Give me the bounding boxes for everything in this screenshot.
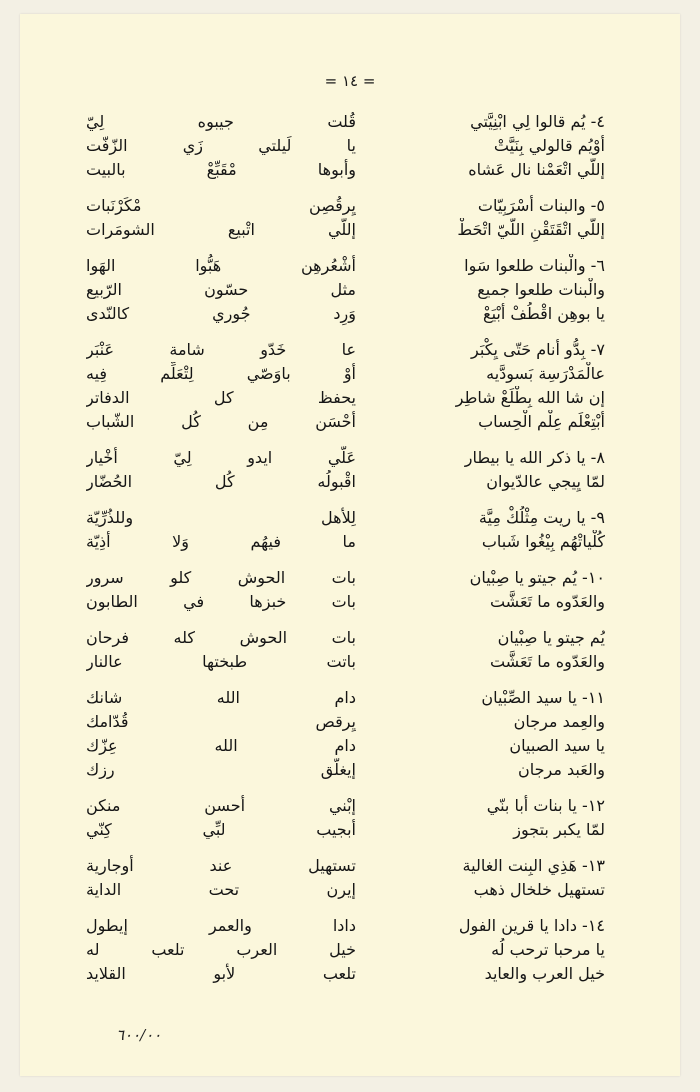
- verse-line: يا مرحبا ترحب لُه: [491, 940, 605, 959]
- verse-line: باتت طبختها عالنار: [86, 652, 356, 671]
- stanza: [86, 566, 356, 614]
- verse-line: أبجيب لبِّي كِنّي: [86, 820, 356, 839]
- verse-line: إللّي اتْعَمْنا نال عَشاه: [468, 160, 605, 179]
- stanza: [365, 686, 605, 782]
- document-page: [20, 14, 680, 1076]
- verse-line: يحفظ كل الدفاتر: [86, 388, 356, 407]
- stanza: [86, 854, 356, 902]
- verse-line: وَرِد جُوري كالنّدى: [86, 304, 356, 323]
- verse-line: يا بوهِن اقْطُفْ أبْيَعْ: [483, 304, 605, 323]
- verse-line: دام الله شانك: [86, 688, 356, 707]
- handwritten-signature: ٦٠٠/٠٠: [116, 1026, 162, 1044]
- stanza: [365, 194, 605, 242]
- stanza: [86, 338, 356, 434]
- stanza: [365, 914, 605, 986]
- verse-line: والْبنات طلعوا جميع: [477, 280, 605, 299]
- stanza: [365, 854, 605, 902]
- stanza: [365, 110, 605, 182]
- verse-line: إللّي اتْقَتَقْنِ اللّيّ اتْحَطْ: [457, 220, 605, 239]
- verse-line: لِلأهل وللذُرِّيّة: [86, 508, 356, 527]
- stanza: [365, 566, 605, 614]
- verse-line: لمّا يِيجي عالدّيوان: [486, 472, 605, 491]
- verse-line: ٩- يا ريت مِثْلُكْ مِيَّة: [478, 508, 605, 527]
- stanza: [86, 446, 356, 494]
- verse-line: دام الله عِزّك: [86, 736, 356, 755]
- verse-line: ٨- يا ذكر الله يا بيطار: [464, 448, 605, 467]
- verse-line: يِرقُصِن مْكَرْنَبات: [86, 196, 356, 215]
- verse-line: بات خبزها في الطابون: [86, 592, 356, 611]
- verse-line: خيل العرب والعايد: [484, 964, 605, 983]
- verse-line: والعَدّوه ما تَعَشَّت: [489, 592, 605, 611]
- verse-line: والعِمد مرجان: [513, 712, 605, 731]
- verse-line: تلعب لأبو القلايد: [86, 964, 356, 983]
- verse-line: إيغلّق رزك: [86, 760, 356, 779]
- stanza: [86, 794, 356, 842]
- verse-line: ١٣- هَذِي البِنت الغالية: [462, 856, 605, 875]
- verse-line: وأبوها مْقَبِّعْ بالبيت: [86, 160, 356, 179]
- verse-line: عالْمَدْرَسِة بَسودَّيه: [486, 364, 605, 383]
- stanza: [86, 914, 356, 986]
- verse-line: ١٠- يُم جيتو يا صِبْيان: [469, 568, 605, 587]
- verse-line: لمّا يكبر بتجوز: [513, 820, 605, 839]
- verse-line: خيل العرب تلعب له: [86, 940, 356, 959]
- stanza: [86, 254, 356, 326]
- verse-line: إن شا الله بِطْلَعْ شاطِر: [455, 388, 605, 407]
- page-number: = ١٤ =: [324, 72, 376, 90]
- stanza: [365, 626, 605, 674]
- verse-line: والعَبد مرجان: [518, 760, 605, 779]
- verse-line: إبْني أحسن منكن: [86, 796, 356, 815]
- stanza: [365, 254, 605, 326]
- verse-line: ٧- بِدُّو أنام حَتّى يِكْبَر: [471, 340, 605, 359]
- poem-column-left: [86, 110, 356, 998]
- verse-line: عَلّي ايدو لِيّ أخْيار: [86, 448, 356, 467]
- verse-line: ١١- يا سيد الصِّبْيان: [481, 688, 605, 707]
- verse-line: كُلْياتْهُم بِيْغُوا شَباب: [481, 532, 605, 551]
- verse-line: تستهيل عند أوجارية: [86, 856, 356, 875]
- verse-line: دادا والعمر إيطول: [86, 916, 356, 935]
- verse-line: أبْتِعْلَم عِلْم الْحِساب: [478, 412, 605, 431]
- verse-line: اقْبولُه كُل الحُضّار: [86, 472, 356, 491]
- verse-line: أشْعُرهِن هَبُّوا الهَوا: [86, 256, 356, 275]
- verse-line: ما فيهُم وَلا أذِيّة: [86, 532, 356, 551]
- stanza: [86, 506, 356, 554]
- verse-line: ١٢- يا بنات أبا بنّي: [486, 796, 605, 815]
- verse-line: عا خَدّو شامة عَنْبَر: [86, 340, 356, 359]
- verse-line: بات الحوش كله فرحان: [86, 628, 356, 647]
- verse-line: إيرن تحت الداية: [86, 880, 356, 899]
- verse-line: تستهيل خلخال ذهب: [473, 880, 605, 899]
- verse-line: ٤- يُم قالوا لِي ابْنِيَّتي: [470, 112, 605, 131]
- stanza: [86, 626, 356, 674]
- verse-line: ٦- والْبنات طلعوا سَوا: [464, 256, 605, 275]
- verse-line: قُلت جيبوه لِيّ: [86, 112, 356, 131]
- verse-line: مثل حسّون الرّبيع: [86, 280, 356, 299]
- poem-column-right: [365, 110, 605, 998]
- stanza: [86, 110, 356, 182]
- stanza: [86, 194, 356, 242]
- stanza: [86, 686, 356, 782]
- stanza: [365, 794, 605, 842]
- verse-line: يُم جيتو يا صِبْيان: [497, 628, 605, 647]
- stanza: [365, 506, 605, 554]
- verse-line: ١٤- دادا يا قرين الفول: [458, 916, 605, 935]
- stanza: [365, 338, 605, 434]
- verse-line: بات الحوش كلو سرور: [86, 568, 356, 587]
- verse-line: إللّي اتْبيع الشومَرات: [86, 220, 356, 239]
- verse-line: ٥- والبنات أسْرَبِيّات: [477, 196, 605, 215]
- verse-line: أحْسَن مِن كُل الشّباب: [86, 412, 356, 431]
- verse-line: يا لَيلتي زَي الزّفّت: [86, 136, 356, 155]
- verse-line: يِرقص قُدّامك: [86, 712, 356, 731]
- stanza: [365, 446, 605, 494]
- verse-line: أوْيُم قالولي بِنَيَّتْ: [493, 136, 605, 155]
- verse-line: والعَدّوه ما تَعَشَّت: [489, 652, 605, 671]
- verse-line: أوْ باوَصّي لِتْعَلِّم فِيه: [86, 364, 356, 383]
- verse-line: يا سيد الصبيان: [509, 736, 605, 755]
